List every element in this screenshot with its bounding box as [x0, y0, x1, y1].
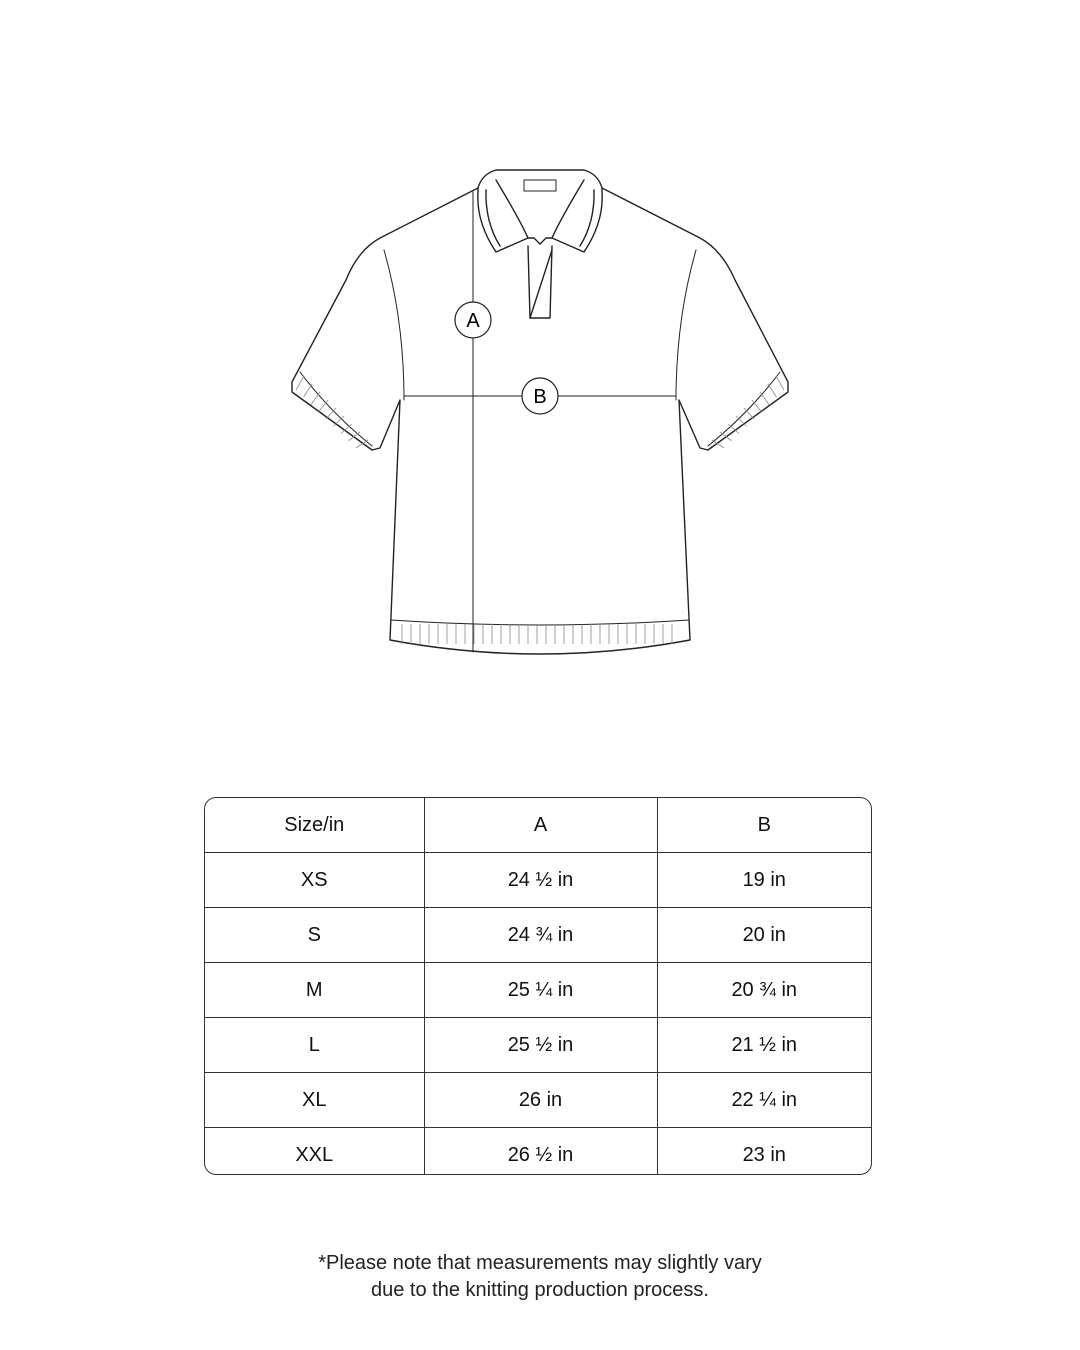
cell-b: 22 ¼ in — [657, 1073, 871, 1128]
rib-stroke — [296, 376, 304, 390]
rib-stroke — [712, 440, 724, 448]
neck-label — [524, 180, 556, 191]
marker-a-label: A — [466, 310, 480, 332]
cell-b: 19 in — [657, 853, 871, 908]
rib-stroke — [736, 416, 747, 426]
header-a: A — [424, 798, 657, 853]
rib-stroke — [334, 416, 345, 426]
table-row — [205, 908, 871, 963]
cell-a: 26 in — [424, 1073, 657, 1128]
marker-b-label: B — [533, 386, 547, 408]
cell-b: 21 ½ in — [657, 1018, 871, 1073]
cell-size: L — [205, 1018, 424, 1073]
cell-size: M — [205, 963, 424, 1018]
rib-stroke — [326, 408, 336, 419]
rib-stroke — [311, 392, 320, 405]
cell-a: 25 ½ in — [424, 1018, 657, 1073]
rib-stroke — [776, 376, 784, 390]
cell-b: 23 in — [657, 1128, 871, 1176]
rib-stroke — [356, 440, 368, 448]
cell-b: 20 ¾ in — [657, 963, 871, 1018]
cell-a: 25 ¼ in — [424, 963, 657, 1018]
rib-stroke — [319, 400, 329, 412]
table-row — [205, 1018, 871, 1073]
rib-stroke — [752, 400, 762, 412]
table-row — [205, 963, 871, 1018]
cell-a: 24 ¾ in — [424, 908, 657, 963]
rib-stroke — [760, 392, 769, 405]
measurement-note — [0, 1250, 1080, 1304]
size-table — [204, 797, 872, 1175]
table-row — [205, 1128, 871, 1176]
placket-outline — [528, 246, 552, 318]
cell-size: S — [205, 908, 424, 963]
cell-size: XL — [205, 1073, 424, 1128]
cell-a: 26 ½ in — [424, 1128, 657, 1176]
rib-stroke — [304, 384, 313, 397]
marker-a — [455, 302, 491, 338]
table-row — [205, 1073, 871, 1128]
table-row — [205, 853, 871, 908]
note-line-2: due to the knitting production process. — [371, 1279, 709, 1301]
table-header-row — [205, 798, 871, 853]
cell-size: XXL — [205, 1128, 424, 1176]
cell-a: 24 ½ in — [424, 853, 657, 908]
marker-b — [522, 378, 558, 414]
rib-stroke — [768, 384, 777, 397]
header-size: Size/in — [205, 798, 424, 853]
note-line-1: *Please note that measurements may slightly vary — [318, 1252, 762, 1274]
cell-size: XS — [205, 853, 424, 908]
cell-b: 20 in — [657, 908, 871, 963]
header-b: B — [657, 798, 871, 853]
rib-stroke — [744, 408, 754, 419]
shirt-body-outline — [292, 188, 788, 654]
